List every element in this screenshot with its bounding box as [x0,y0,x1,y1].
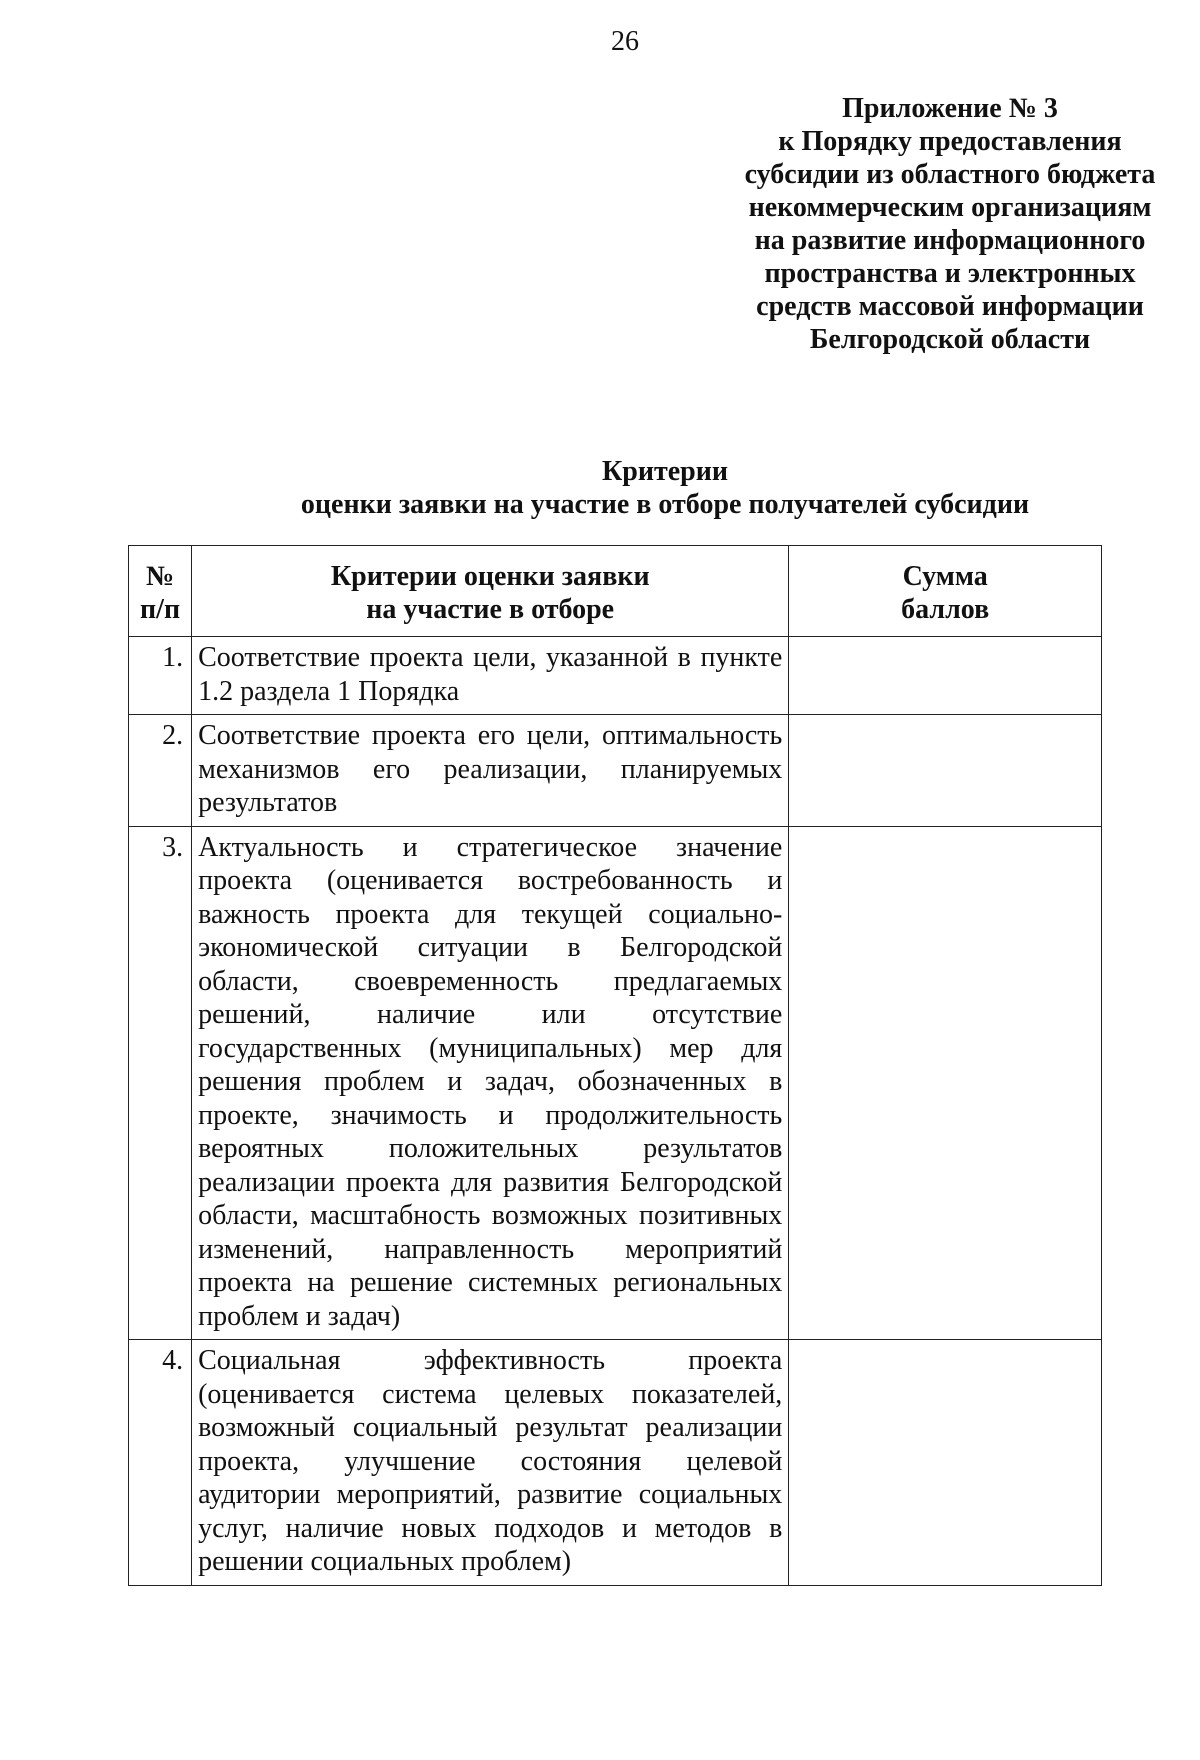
row-number: 3. [129,826,192,1340]
header-sum-line-2: баллов [901,594,990,625]
header-num-line-2: п/п [140,594,181,625]
criterion-text: Соответствие проекта его цели, оптимальность механизмов его реализации, планируемых результатов [192,715,789,827]
header-criteria-line-1: Критерии оценки заявки [330,561,650,592]
table-row [129,1340,1102,1586]
page-number: 26 [611,26,639,57]
title-line-1: Критерии [601,456,729,487]
appendix-line: Белгородской области [809,324,1091,355]
header-sum [789,546,1102,637]
score-cell [789,715,1102,827]
title-line-2: оценки заявки на участие в отборе получателей субсидии [300,489,1030,520]
row-number: 1. [129,637,192,715]
table-row [129,637,1102,715]
header-criteria [192,546,789,637]
score-cell [789,637,1102,715]
appendix-line: на развитие информационного [754,225,1146,256]
appendix-line: к Порядку предоставления [778,126,1122,157]
appendix-line: некоммерческим организациям [748,192,1152,223]
criterion-text: Соответствие проекта цели, указанной в пункте 1.2 раздела 1 Порядка [192,637,789,715]
table-row [129,826,1102,1340]
table-row [129,715,1102,827]
appendix-line: субсидии из областного бюджета [744,159,1156,190]
appendix-line: Приложение № 3 [842,93,1058,124]
appendix-line: пространства и электронных [764,258,1136,289]
table-header-row [129,546,1102,637]
score-cell [789,826,1102,1340]
header-sum-line-1: Сумма [902,561,988,592]
appendix-header [660,92,1200,356]
appendix-line: средств массовой информации [756,291,1144,322]
header-num [129,546,192,637]
document-title [220,455,1110,521]
row-number: 4. [129,1340,192,1586]
score-cell [789,1340,1102,1586]
header-num-line-1: № [145,561,175,592]
criteria-table [128,545,1102,1586]
criterion-text: Актуальность и стратегическое значение проекта (оценивается востребованность и важность проекта для текущей социально-экономической ситуации в Белгородской области, своевременность предлагаемых решений, наличие или отсутствие государственных (муниципальных) мер для решения проблем и задач, обозначенных в проекте, значимость и продолжительность вероятных положительных результатов реализации проекта для развития Белгородской области, масштабность возможных позитивных изменений, направленность мероприятий проекта на решение системных региональных проблем и задач) [192,826,789,1340]
row-number: 2. [129,715,192,827]
header-criteria-line-2: на участие в отборе [366,594,615,625]
criterion-text: Социальная эффективность проекта (оценивается система целевых показателей, возможный социальный результат реализации проекта, улучшение состояния целевой аудитории мероприятий, развитие социальных услуг, наличие новых подходов и методов в решении социальных проблем) [192,1340,789,1586]
